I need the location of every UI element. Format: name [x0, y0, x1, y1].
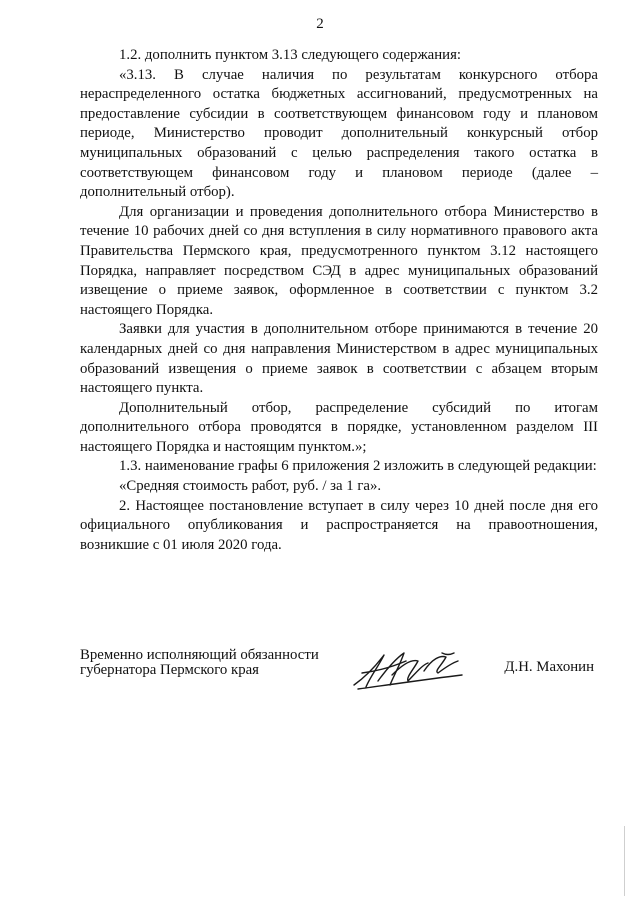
- signatory-title: [80, 648, 319, 678]
- signatory-title-line-2: губернатора Пермского края: [80, 662, 259, 678]
- paragraph-1-3: 1.3. наименование графы 6 приложения 2 изложить в следующей редакции:: [119, 458, 597, 475]
- document-body: [80, 46, 598, 555]
- paragraph-column-name: «Средняя стоимость работ, руб. / за 1 га».: [119, 478, 382, 495]
- page-number: 2: [316, 16, 324, 32]
- handwritten-signature: [348, 645, 468, 693]
- paragraph-3-13: «3.13. В случае наличия по результатам конкурсного отбора нераспределенного остатка бюджетных ассигнований, предусмотренных на предоставление субсидии в соответствующем финансовом году и плановом периоде, Министерство проводит дополнительный конкурсный отбор муниципальных образований с целью распределения такого остатка в соответствующем финансовом году и плановом периоде (далее – дополнительный отбор).: [80, 66, 598, 201]
- scan-edge-line: [624, 826, 625, 896]
- paragraph-applications: Заявки для участия в дополнительном отборе принимаются в течение 20 календарных дней со дня направления Министерством в адрес муниципальных образований извещения о приеме заявок в соответствии с абзацем вторым настоящего пункта.: [80, 321, 598, 397]
- signature-block: [80, 645, 598, 695]
- paragraph-distribution: Дополнительный отбор, распределение субсидий по итогам дополнительного отбора проводятся в порядке, установленном разделом III настоящего Порядка и настоящим пунктом.»;: [80, 399, 598, 455]
- paragraph-2: 2. Настоящее постановление вступает в силу через 10 дней после дня его официального опубликования и распространяется на правоотношения, возникшие с 01 июля 2020 года.: [80, 497, 598, 553]
- paragraph-1-2: 1.2. дополнить пунктом 3.13 следующего содержания:: [119, 47, 461, 63]
- paragraph-organization: Для организации и проведения дополнительного отбора Министерство в течение 10 рабочих дней со дня вступления в силу нормативного правового акта Правительства Пермского края, предусмотренного пунктом 3.12 настоящего Порядка, направляет посредством СЭД в адрес муниципальных образований извещение о приеме заявок, оформленное в соответствии с пунктом 3.2 настоящего Порядка.: [80, 203, 598, 318]
- signatory-name: Д.Н. Махонин: [504, 659, 594, 675]
- signatory-title-line-1: Временно исполняющий обязанности: [80, 647, 319, 663]
